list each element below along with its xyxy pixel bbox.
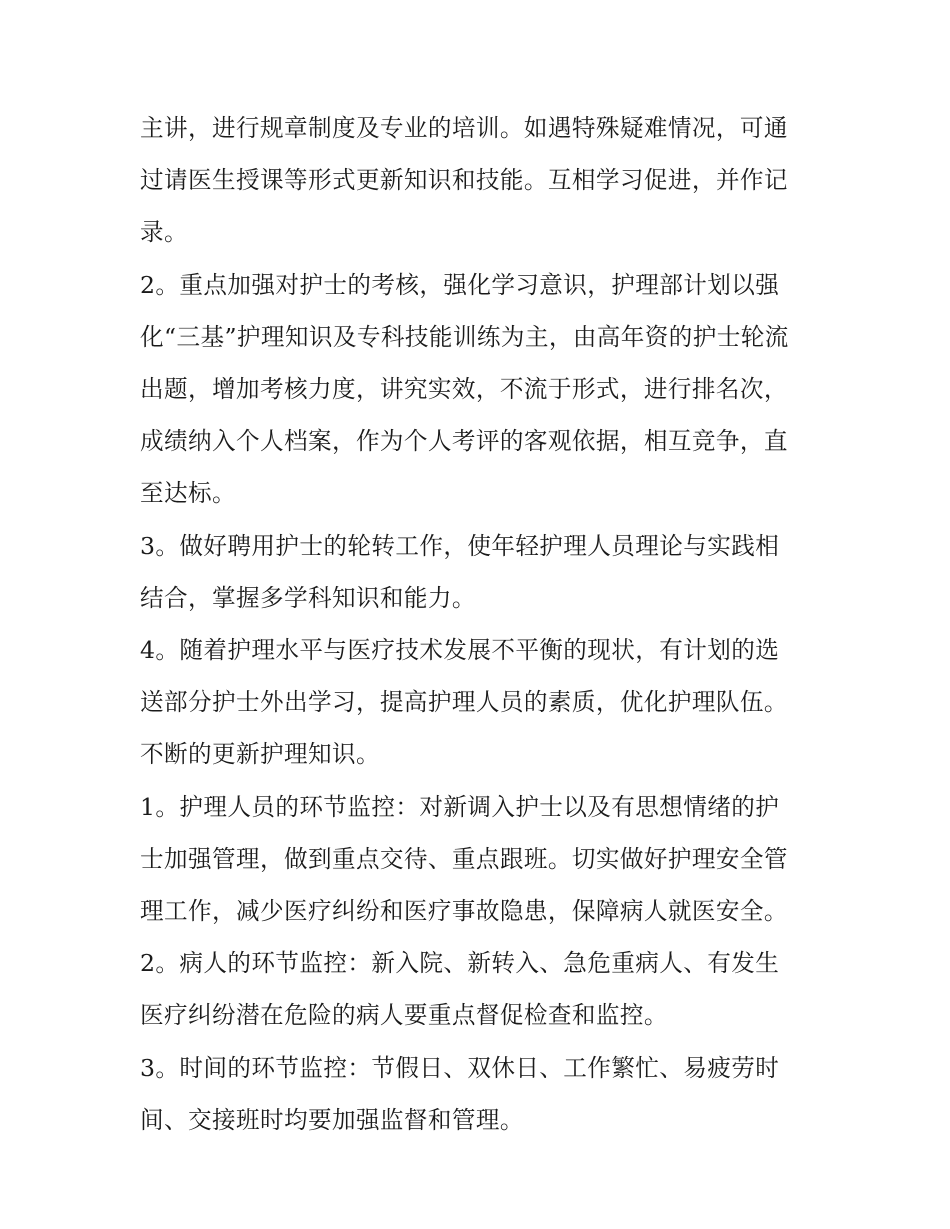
text-line: 出题，增加考核力度，讲究实效，不流于形式，进行排名次， xyxy=(140,375,788,404)
paragraph-assessment xyxy=(140,259,820,520)
text-line: 3。做好聘用护士的轮转工作，使年轻护理人员理论与实践相 xyxy=(140,531,780,560)
text-line: 主讲，进行规章制度及专业的培训。如遇特殊疑难情况，可通 xyxy=(140,114,788,142)
text-line: 2。重点加强对护士的考核，强化学习意识，护理部计划以强 xyxy=(140,270,780,299)
text-line: 3。时间的环节监控：节假日、双休日、工作繁忙、易疲劳时 xyxy=(140,1053,780,1082)
text-line: 结合，掌握多学科知识和能力。 xyxy=(140,583,476,612)
paragraph-external-study xyxy=(140,624,820,781)
paragraph-rotation xyxy=(140,520,820,624)
text-line: 医疗纠纷潜在危险的病人要重点督促检查和监控。 xyxy=(140,1001,668,1030)
text-line: 送部分护士外出学习，提高护理人员的素质，优化护理队伍。 xyxy=(140,688,788,717)
text-line: 理工作，减少医疗纠纷和医疗事故隐患，保障病人就医安全。 xyxy=(140,897,788,926)
text-line: 4。随着护理水平与医疗技术发展不平衡的现状，有计划的选 xyxy=(140,636,780,665)
text-line: 至达标。 xyxy=(140,479,236,508)
text-line: 化“三基”护理知识及专科技能训练为主，由高年资的护士轮流 xyxy=(140,322,789,351)
paragraph-training xyxy=(140,102,820,259)
text-line: 录。 xyxy=(140,218,188,247)
text-line: 士加强管理，做到重点交待、重点跟班。切实做好护理安全管 xyxy=(140,844,788,873)
paragraph-time-monitoring xyxy=(140,1042,820,1146)
paragraph-patient-monitoring xyxy=(140,937,820,1041)
text-line: 1。护理人员的环节监控：对新调入护士以及有思想情绪的护 xyxy=(140,792,780,821)
paragraph-staff-monitoring xyxy=(140,781,820,938)
text-line: 成绩纳入个人档案，作为个人考评的客观依据，相互竞争，直 xyxy=(140,427,788,456)
text-line: 2。病人的环节监控：新入院、新转入、急危重病人、有发生 xyxy=(140,949,780,978)
text-line: 过请医生授课等形式更新知识和技能。互相学习促进，并作记 xyxy=(140,166,788,195)
document-body xyxy=(140,102,820,1146)
text-line: 间、交接班时均要加强监督和管理。 xyxy=(140,1105,524,1134)
text-line: 不断的更新护理知识。 xyxy=(140,740,380,769)
